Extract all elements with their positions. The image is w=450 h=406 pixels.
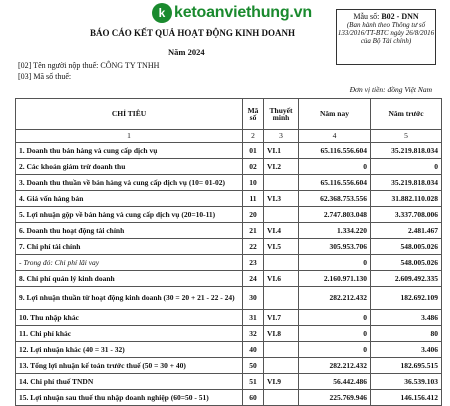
row-note: VI.5 bbox=[264, 239, 299, 255]
row-note: VI.9 bbox=[264, 374, 299, 390]
header-code: Mã số bbox=[243, 99, 264, 130]
table-row bbox=[16, 239, 442, 255]
row-code: 11 bbox=[243, 191, 264, 207]
table-row bbox=[16, 390, 442, 406]
row-previous-year: 36.539.103 bbox=[371, 374, 442, 390]
row-previous-year: 80 bbox=[371, 326, 442, 342]
row-current-year: 2.160.971.130 bbox=[299, 271, 371, 287]
row-name: 13. Tổng lợi nhuận kế toán trước thuế (50 = 30 + 40) bbox=[16, 358, 243, 374]
index-cell: 2 bbox=[243, 130, 264, 143]
report-title: BÁO CÁO KẾT QUẢ HOẠT ĐỘNG KINH DOANH bbox=[90, 28, 295, 38]
row-code: 10 bbox=[243, 175, 264, 191]
income-statement-table bbox=[15, 98, 442, 406]
table-row bbox=[16, 326, 442, 342]
row-name: 7. Chi phí tài chính bbox=[16, 239, 243, 255]
table-row bbox=[16, 223, 442, 239]
row-name: 6. Doanh thu hoạt động tài chính bbox=[16, 223, 243, 239]
row-current-year: 305.953.706 bbox=[299, 239, 371, 255]
row-name: 8. Chi phí quản lý kinh doanh bbox=[16, 271, 243, 287]
table-row bbox=[16, 374, 442, 390]
row-code: 32 bbox=[243, 326, 264, 342]
logo-text: ketoanviethung.vn bbox=[174, 4, 312, 21]
taxpayer-name: [02] Tên người nộp thuế: CÔNG TY TNHH bbox=[18, 61, 160, 70]
form-code-line bbox=[337, 12, 435, 21]
logo-k-icon: k bbox=[152, 3, 172, 23]
row-previous-year: 182.692.109 bbox=[371, 287, 442, 310]
table-row bbox=[16, 342, 442, 358]
row-current-year: 0 bbox=[299, 326, 371, 342]
row-code: 22 bbox=[243, 239, 264, 255]
form-code-label: Mẫu số: bbox=[353, 12, 380, 21]
row-previous-year: 548.005.026 bbox=[371, 239, 442, 255]
row-current-year: 282.212.432 bbox=[299, 287, 371, 310]
row-previous-year: 35.219.818.034 bbox=[371, 175, 442, 191]
row-code: 40 bbox=[243, 342, 264, 358]
row-note bbox=[264, 207, 299, 223]
table-index-row bbox=[16, 130, 442, 143]
row-note bbox=[264, 175, 299, 191]
row-previous-year: 0 bbox=[371, 159, 442, 175]
row-code: 31 bbox=[243, 310, 264, 326]
row-current-year: 0 bbox=[299, 310, 371, 326]
row-current-year: 56.442.486 bbox=[299, 374, 371, 390]
table-row bbox=[16, 207, 442, 223]
table-row bbox=[16, 271, 442, 287]
row-name: 14. Chi phí thuế TNDN bbox=[16, 374, 243, 390]
row-note bbox=[264, 255, 299, 271]
row-name: 15. Lợi nhuận sau thuế thu nhập doanh nghiệp (60=50 - 51) bbox=[16, 390, 243, 406]
row-name: - Trong đó: Chi phí lãi vay bbox=[16, 255, 243, 271]
row-note: VI.6 bbox=[264, 271, 299, 287]
table-row bbox=[16, 191, 442, 207]
row-code: 30 bbox=[243, 287, 264, 310]
row-note: VI.1 bbox=[264, 143, 299, 159]
row-current-year: 65.116.556.604 bbox=[299, 143, 371, 159]
row-note bbox=[264, 358, 299, 374]
row-name: 9. Lợi nhuận thuần từ hoạt động kinh doanh (30 = 20 + 21 - 22 - 24) bbox=[16, 287, 243, 310]
row-name: 1. Doanh thu bán hàng và cung cấp dịch vụ bbox=[16, 143, 243, 159]
row-current-year: 62.368.753.556 bbox=[299, 191, 371, 207]
row-note: VI.2 bbox=[264, 159, 299, 175]
row-code: 21 bbox=[243, 223, 264, 239]
table-row bbox=[16, 175, 442, 191]
row-current-year: 65.116.556.604 bbox=[299, 175, 371, 191]
row-name: 2. Các khoản giảm trừ doanh thu bbox=[16, 159, 243, 175]
row-note: VI.8 bbox=[264, 326, 299, 342]
row-current-year: 0 bbox=[299, 159, 371, 175]
index-cell: 4 bbox=[299, 130, 371, 143]
index-cell: 3 bbox=[264, 130, 299, 143]
row-name: 12. Lợi nhuận khác (40 = 31 - 32) bbox=[16, 342, 243, 358]
row-current-year: 1.334.220 bbox=[299, 223, 371, 239]
header-current-year: Năm nay bbox=[299, 99, 371, 130]
row-previous-year: 2.481.467 bbox=[371, 223, 442, 239]
row-code: 02 bbox=[243, 159, 264, 175]
table-row bbox=[16, 255, 442, 271]
row-note bbox=[264, 287, 299, 310]
row-previous-year: 31.882.110.028 bbox=[371, 191, 442, 207]
table-row bbox=[16, 287, 442, 310]
currency-unit: Đơn vị tiền: đồng Việt Nam bbox=[349, 85, 432, 94]
row-note: VI.7 bbox=[264, 310, 299, 326]
row-code: 60 bbox=[243, 390, 264, 406]
index-cell: 1 bbox=[16, 130, 243, 143]
table-row bbox=[16, 358, 442, 374]
row-current-year: 282.212.432 bbox=[299, 358, 371, 374]
row-code: 20 bbox=[243, 207, 264, 223]
row-previous-year: 3.406 bbox=[371, 342, 442, 358]
form-code: B02 - DNN bbox=[381, 12, 419, 21]
table-row bbox=[16, 310, 442, 326]
row-current-year: 0 bbox=[299, 342, 371, 358]
row-name: 4. Giá vốn hàng bán bbox=[16, 191, 243, 207]
table-row bbox=[16, 143, 442, 159]
row-previous-year: 3.486 bbox=[371, 310, 442, 326]
form-note: (Ban hành theo Thông tư số 133/2016/TT-BTC ngày 26/8/2016 của Bộ Tài chính) bbox=[337, 21, 435, 46]
table-row bbox=[16, 159, 442, 175]
row-note bbox=[264, 390, 299, 406]
row-previous-year: 3.337.708.006 bbox=[371, 207, 442, 223]
row-name: 5. Lợi nhuận gộp về bán hàng và cung cấp dịch vụ (20=10-11) bbox=[16, 207, 243, 223]
header-note: Thuyết minh bbox=[264, 99, 299, 130]
row-previous-year: 35.219.818.034 bbox=[371, 143, 442, 159]
site-logo bbox=[152, 2, 312, 24]
row-note bbox=[264, 342, 299, 358]
row-current-year: 225.769.946 bbox=[299, 390, 371, 406]
form-code-box bbox=[336, 9, 436, 65]
row-previous-year: 2.609.492.335 bbox=[371, 271, 442, 287]
row-current-year: 0 bbox=[299, 255, 371, 271]
row-code: 51 bbox=[243, 374, 264, 390]
row-previous-year: 182.695.515 bbox=[371, 358, 442, 374]
row-code: 50 bbox=[243, 358, 264, 374]
row-code: 01 bbox=[243, 143, 264, 159]
row-previous-year: 146.156.412 bbox=[371, 390, 442, 406]
table-header-row bbox=[16, 99, 442, 130]
header-item: CHỈ TIÊU bbox=[16, 99, 243, 130]
index-cell: 5 bbox=[371, 130, 442, 143]
row-note: VI.3 bbox=[264, 191, 299, 207]
row-current-year: 2.747.803.048 bbox=[299, 207, 371, 223]
tax-code: [03] Mã số thuế: bbox=[18, 72, 72, 81]
row-name: 11. Chi phí khác bbox=[16, 326, 243, 342]
row-note: VI.4 bbox=[264, 223, 299, 239]
report-year: Năm 2024 bbox=[168, 47, 205, 57]
row-code: 24 bbox=[243, 271, 264, 287]
row-code: 23 bbox=[243, 255, 264, 271]
row-previous-year: 548.005.026 bbox=[371, 255, 442, 271]
row-name: 3. Doanh thu thuần về bán hàng và cung cấp dịch vụ (10= 01-02) bbox=[16, 175, 243, 191]
row-name: 10. Thu nhập khác bbox=[16, 310, 243, 326]
header-previous-year: Năm trước bbox=[371, 99, 442, 130]
